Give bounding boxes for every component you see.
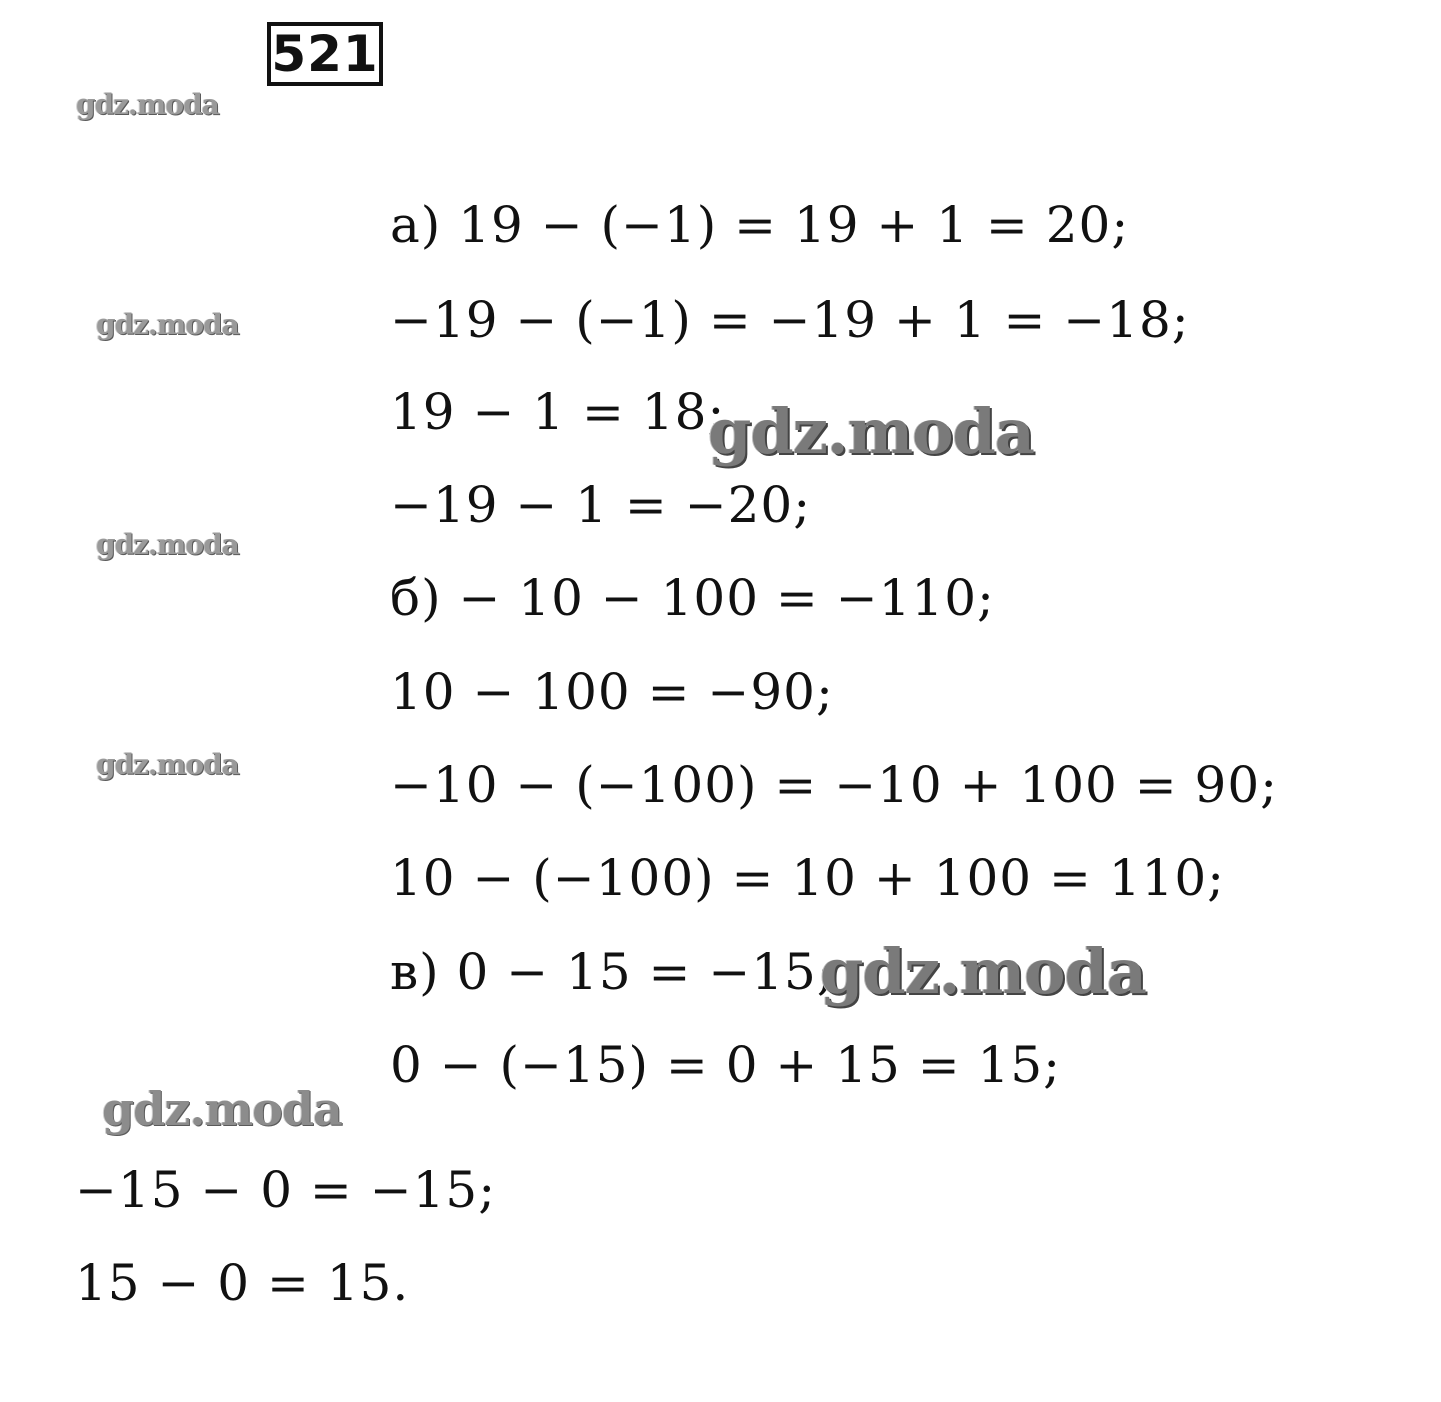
equation-line-10: 0 − (−15) = 0 + 15 = 15; xyxy=(390,1036,1061,1094)
equation-line-1: а) 19 − (−1) = 19 + 1 = 20; xyxy=(390,196,1130,254)
equation-line-6: 10 − 100 = −90; xyxy=(390,663,834,721)
equation-line-2: −19 − (−1) = −19 + 1 = −18; xyxy=(390,291,1190,349)
watermark: gdz.moda xyxy=(96,308,239,341)
equation-line-4: −19 − 1 = −20; xyxy=(390,476,812,534)
equation-line-3: 19 − 1 = 18; xyxy=(390,383,726,441)
watermark: gdz.moda xyxy=(102,1082,342,1136)
equation-line-5: б) − 10 − 100 = −110; xyxy=(390,569,995,627)
watermark: gdz.moda xyxy=(96,528,239,561)
equation-line-8: 10 − (−100) = 10 + 100 = 110; xyxy=(390,849,1226,907)
equation-line-11: −15 − 0 = −15; xyxy=(75,1161,497,1219)
watermark: gdz.moda xyxy=(820,935,1146,1008)
watermark: gdz.moda xyxy=(708,395,1034,468)
equation-line-9: в) 0 − 15 = −15; xyxy=(390,943,835,1001)
watermark: gdz.moda xyxy=(96,748,239,781)
problem-number: 521 xyxy=(267,22,383,86)
equation-line-12: 15 − 0 = 15. xyxy=(75,1254,410,1312)
watermark: gdz.moda xyxy=(76,88,219,121)
equation-line-7: −10 − (−100) = −10 + 100 = 90; xyxy=(390,756,1279,814)
